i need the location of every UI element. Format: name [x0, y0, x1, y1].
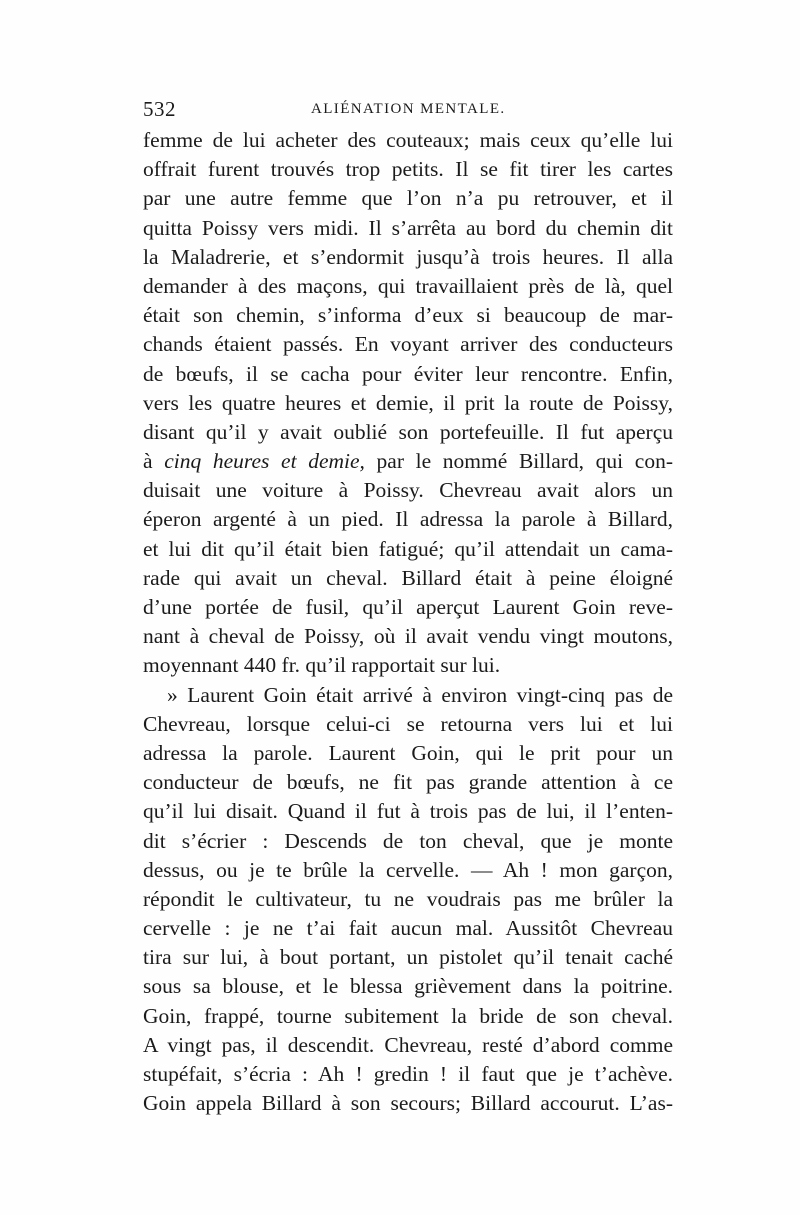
text-line: de bœufs, il se cacha pour éviter leur rencontre. Enfin,: [143, 361, 673, 386]
running-title: ALIÉNATION MENTALE.: [311, 101, 506, 117]
text-line: répondit le cultivateur, tu ne voudrais pas me brûler la: [143, 886, 673, 911]
text-line: duisait une voiture à Poissy. Chevreau avait alors un: [143, 478, 673, 503]
text-line: A vingt pas, il descendit. Chevreau, resté d’abord comme: [143, 1032, 673, 1057]
text-line: qu’il lui disait. Quand il fut à trois pas de lui, il l’enten-: [143, 799, 673, 824]
text-line: offrait furent trouvés trop petits. Il se fit tirer les cartes: [143, 157, 673, 182]
text-line: adressa la parole. Laurent Goin, qui le prit pour un: [143, 740, 673, 765]
text-line: moyennant 440 fr. qu’il rapportait sur lui.: [143, 653, 501, 678]
text-line: sous sa blouse, et le blessa grièvement dans la poitrine.: [143, 974, 673, 999]
text-line: tira sur lui, à bout portant, un pistolet qu’il tenait caché: [143, 945, 673, 970]
page-number: 532: [143, 97, 176, 121]
text-line: nant à cheval de Poissy, où il avait vendu vingt moutons,: [143, 624, 673, 649]
body-text: [143, 126, 673, 1118]
text-line: dit s’écrier : Descends de ton cheval, que je monte: [143, 828, 673, 853]
text-line: Goin appela Billard à son secours; Billard accourut. L’as-: [143, 1091, 673, 1116]
text-line: Chevreau, lorsque celui-ci se retourna vers lui et lui: [143, 711, 673, 736]
text-line: rade qui avait un cheval. Billard était à peine éloigné: [143, 565, 673, 590]
text-line: et lui dit qu’il était bien fatigué; qu’il attendait un cama-: [143, 536, 673, 561]
italic-phrase: cinq heures et demie,: [164, 449, 365, 474]
text-line: dessus, ou je te brûle la cervelle. — Ah ! mon garçon,: [143, 857, 673, 882]
text-line: par une autre femme que l’on n’a pu retrouver, et il: [143, 186, 673, 211]
text-line: cervelle : je ne t’ai fait aucun mal. Aussitôt Chevreau: [143, 916, 673, 941]
text-line: disant qu’il y avait oublié son portefeuille. Il fut aperçu: [143, 419, 673, 444]
text-line: vers les quatre heures et demie, il prit la route de Poissy,: [143, 390, 673, 415]
text-line: éperon argenté à un pied. Il adressa la parole à Billard,: [143, 507, 673, 532]
running-head: [143, 97, 673, 121]
text-line: conducteur de bœufs, ne fit pas grande attention à ce: [143, 770, 673, 795]
text-line: stupéfait, s’écria : Ah ! gredin ! il faut que je t’achève.: [143, 1062, 673, 1086]
text-line: demander à des maçons, qui travaillaient près de là, quel: [143, 273, 673, 298]
text-line: femme de lui acheter des couteaux; mais ceux qu’elle lui: [143, 128, 673, 152]
text-line: la Maladrerie, et s’endormit jusqu’à trois heures. Il alla: [143, 244, 673, 269]
text-line: » Laurent Goin était arrivé à environ vingt-cinq pas de: [167, 682, 673, 707]
text-line: [143, 447, 673, 476]
text-segment: par le nommé Billard, qui con-: [364, 449, 673, 474]
text-line: chands étaient passés. En voyant arriver des conducteurs: [143, 332, 673, 357]
text-line: d’une portée de fusil, qu’il aperçut Laurent Goin reve-: [143, 595, 673, 619]
text-line: Goin, frappé, tourne subitement la bride de son cheval.: [143, 1003, 673, 1028]
text-line: quitta Poissy vers midi. Il s’arrêta au bord du chemin dit: [143, 215, 673, 240]
text-segment: à: [143, 449, 165, 474]
text-line: était son chemin, s’informa d’eux si beaucoup de mar-: [143, 303, 673, 328]
